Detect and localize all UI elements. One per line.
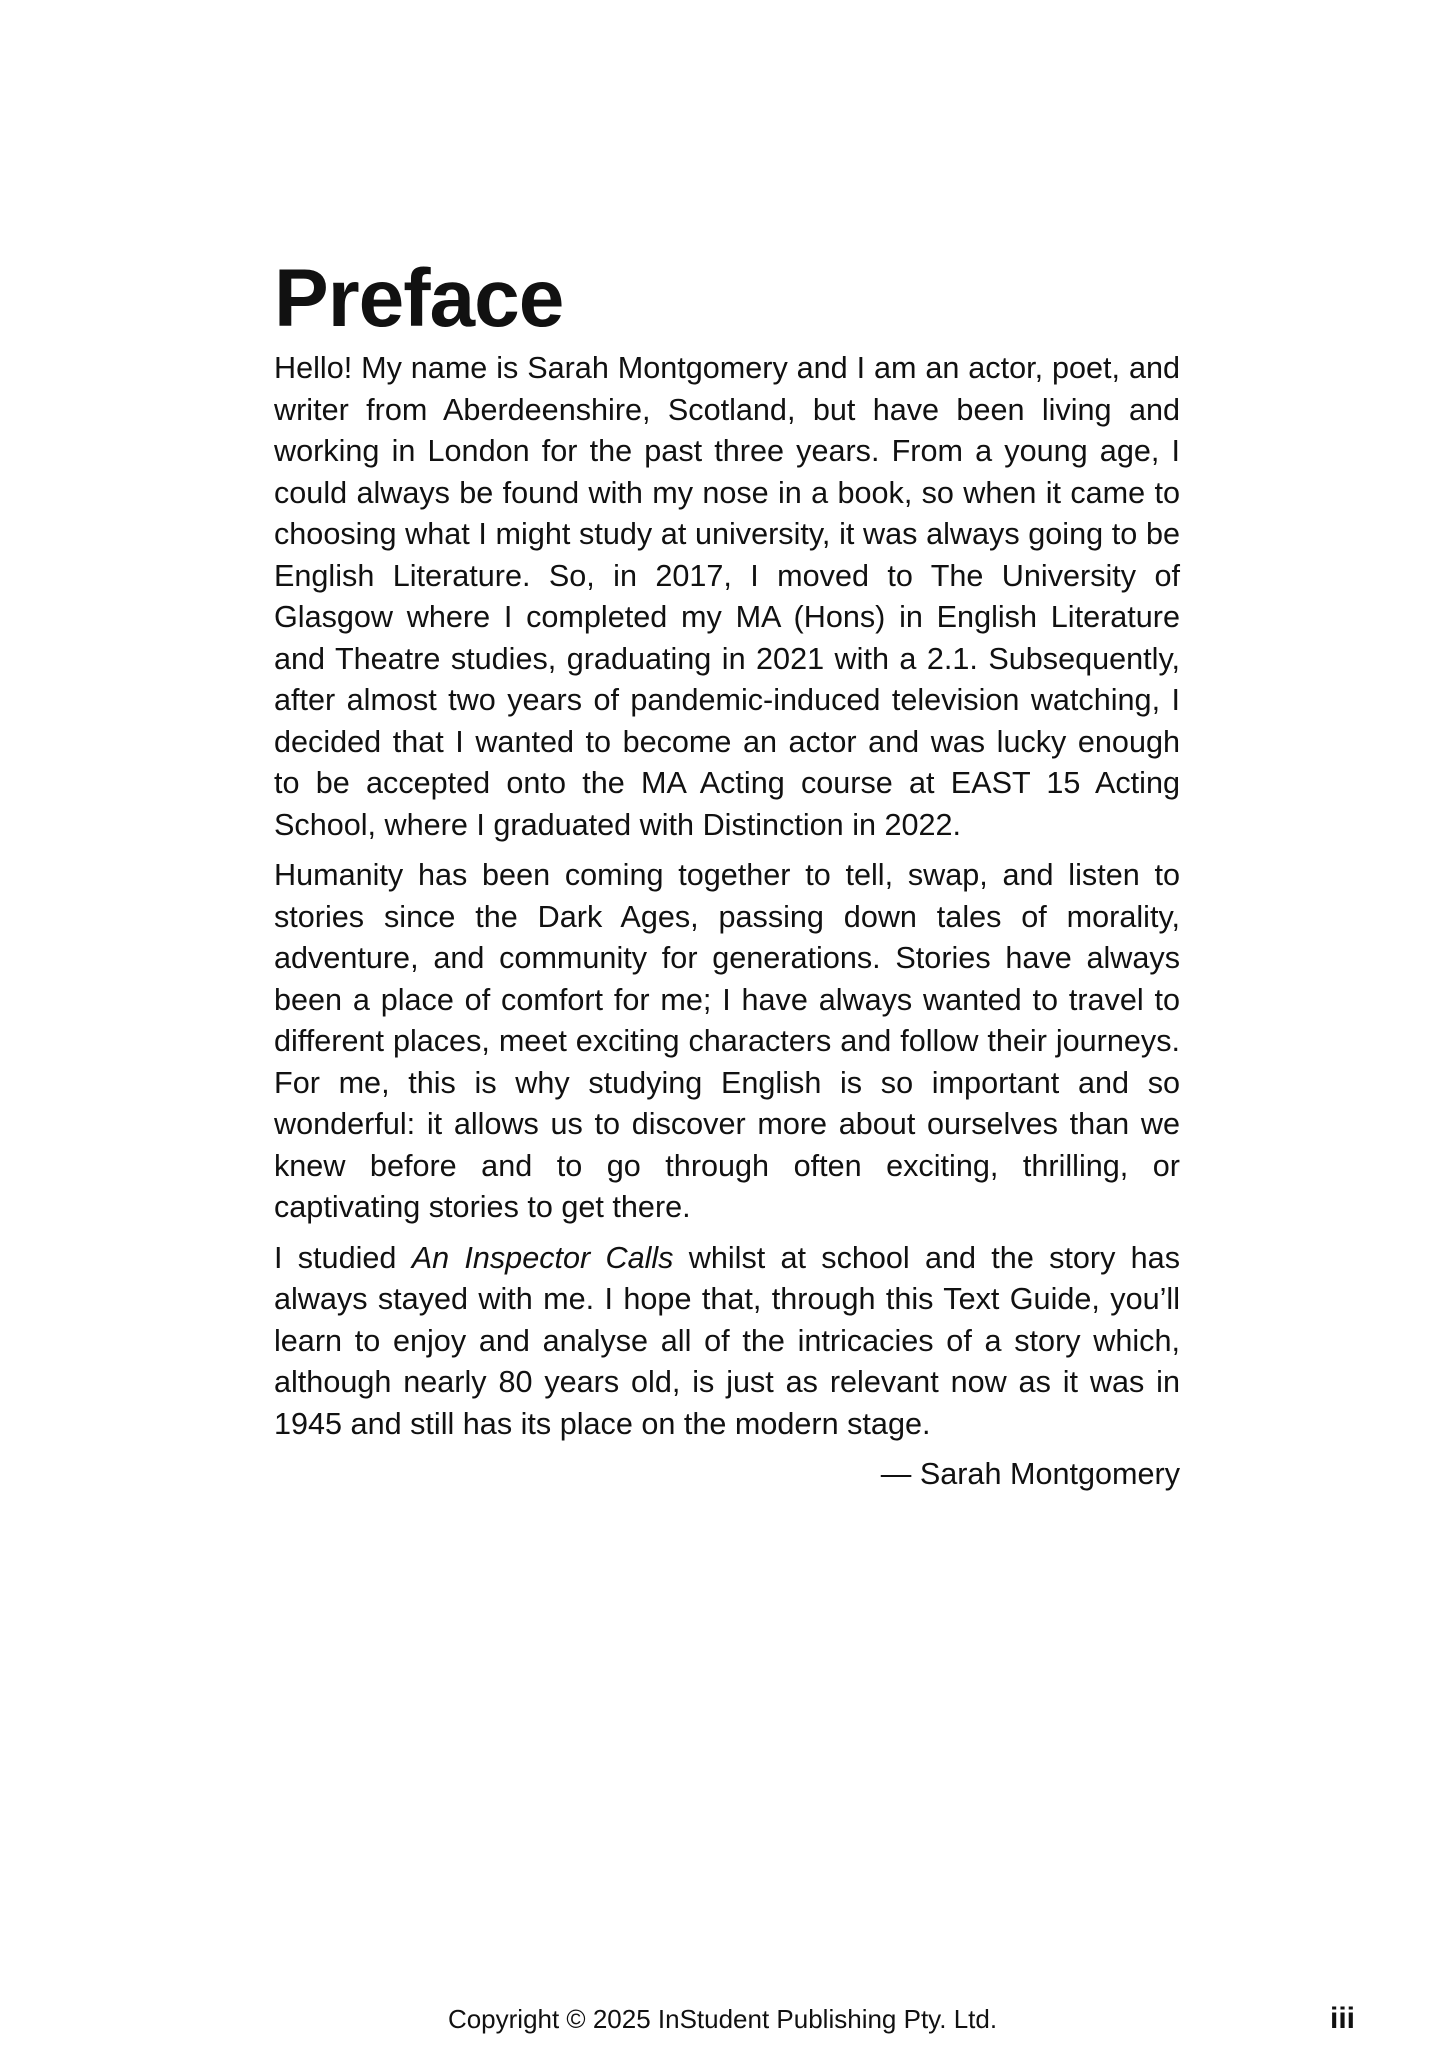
paragraph-text-end: whilst at school and the story has always stayed with me. I hope that, through this Text Guide, you’ll learn to enjoy and analyse all of the intricacies of a story which, although nearly 80 years old, is just as relevant now as it was in 1945 and still has its place on the modern stage.: [274, 1240, 1180, 1441]
page-number: iii: [1329, 2002, 1355, 2035]
paragraph-text-start: I studied: [274, 1240, 412, 1275]
paragraph-stories: Humanity has been coming together to tell, swap, and listen to stories since the Dark Ages, passing down tales of morality, adventure, and community for generations. Stories have always been a place of comfort for me; I have always wanted to travel to different places, meet exciting characters and follow their journeys. For me, this is why studying English is so important and so wonderful: it allows us to discover more about ourselves than we knew before and to go through often exciting, thrilling, or captivating stories to get there.: [274, 858, 1180, 1224]
book-title: An Inspector Calls: [411, 1240, 674, 1275]
page-title: Preface: [274, 253, 564, 344]
author-signature: — Sarah Montgomery: [880, 1457, 1180, 1491]
paragraph-inspector-calls: [274, 1238, 1180, 1446]
page-footer: [0, 2001, 1445, 2037]
copyright-notice: Copyright © 2025 InStudent Publishing Pty. Ltd.: [447, 2004, 998, 2034]
preface-section: [274, 252, 1180, 1496]
paragraph-intro: Hello! My name is Sarah Montgomery and I am an actor, poet, and writer from Aberdeenshire, Scotland, but have been living and working in London for the past three years. From a young age, I could always be found with my nose in a book, so when it came to choosing what I might study at university, it was always going to be English Literature. So, in 2017, I moved to The University of Glasgow where I completed my MA (Hons) in English Literature and Theatre studies, graduating in 2021 with a 2.1. Subsequently, after almost two years of pandemic-induced television watching, I decided that I wanted to become an actor and was lucky enough to be accepted onto the MA Acting course at EAST 15 Acting School, where I graduated with Distinction in 2022.: [274, 351, 1180, 842]
